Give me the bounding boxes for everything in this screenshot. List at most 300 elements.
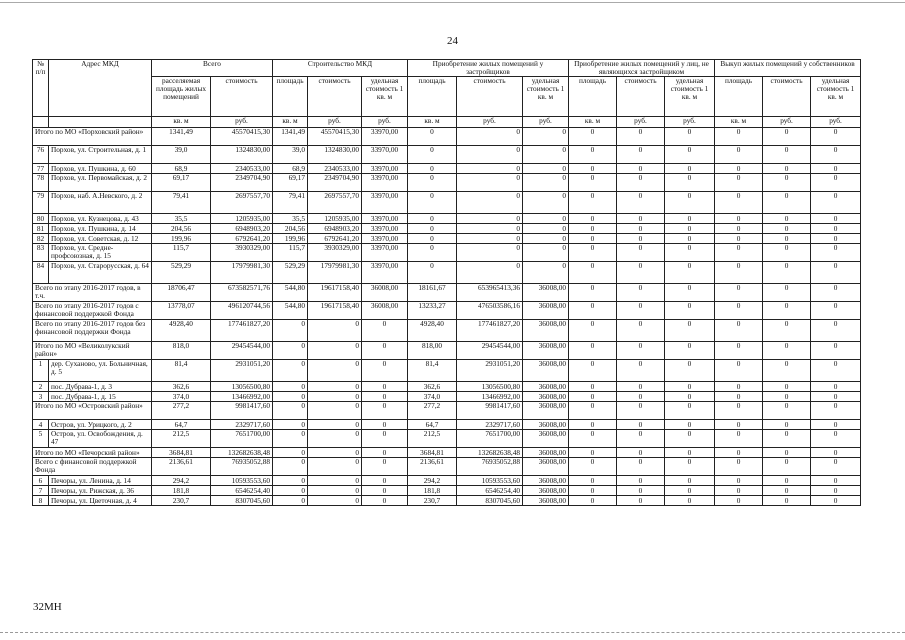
cell-value: 0	[569, 342, 617, 360]
cell-value: 0	[763, 496, 811, 506]
cell-value: 68,9	[152, 164, 211, 174]
row-number: 8	[33, 496, 49, 506]
cell-value: 19617158,40	[308, 284, 362, 302]
table-row	[33, 486, 861, 496]
cell-value: 0	[763, 458, 811, 476]
cell-value: 2697557,70	[308, 192, 362, 214]
row-number: 76	[33, 146, 49, 164]
cell-value: 0	[617, 192, 665, 214]
cell-value: 0	[273, 448, 308, 458]
cell-value: 0	[763, 360, 811, 382]
cell-value: 0	[715, 360, 763, 382]
subheader-unit-cost: удельная стоимость 1 кв. м	[362, 77, 408, 117]
summary-row	[33, 402, 861, 420]
subheader-cost: стоимость	[617, 77, 665, 117]
summary-row	[33, 320, 861, 342]
cell-value: 0	[523, 214, 569, 224]
cell-value: 0	[715, 192, 763, 214]
cell-value: 0	[715, 342, 763, 360]
cell-value: 0	[665, 284, 715, 302]
cell-value: 36008,00	[523, 420, 569, 430]
cell-value: 0	[763, 320, 811, 342]
cell-value: 29454544,00	[211, 342, 273, 360]
cell-value: 0	[457, 262, 523, 284]
cell-value: 0	[408, 234, 457, 244]
row-title: Всего по этапу 2016-2017 годов без финансовой поддержки Фонда	[33, 320, 152, 342]
cell-value: 0	[811, 174, 861, 192]
cell-value: 13778,07	[152, 302, 211, 320]
cell-value: 0	[362, 448, 408, 458]
cell-value: 0	[617, 360, 665, 382]
cell-value: 0	[811, 192, 861, 214]
cell-value: 0	[569, 458, 617, 476]
row-address: Печоры, ул. Цветочная, д. 4	[49, 496, 152, 506]
cell-value: 3684,81	[152, 448, 211, 458]
row-title: Всего по этапу 2016-2017 годов, в т.ч.	[33, 284, 152, 302]
cell-value: 0	[617, 214, 665, 224]
cell-value: 0	[308, 392, 362, 402]
cell-value: 199,96	[152, 234, 211, 244]
cell-value: 0	[408, 192, 457, 214]
cell-value: 0	[569, 360, 617, 382]
cell-value: 362,6	[152, 382, 211, 392]
cell-value: 0	[457, 214, 523, 224]
housing-table	[32, 59, 861, 506]
cell-value: 2329717,60	[211, 420, 273, 430]
row-address: дер. Суханово, ул. Больничная, д. 5	[49, 360, 152, 382]
cell-value: 0	[617, 420, 665, 430]
cell-value: 0	[308, 476, 362, 486]
cell-value: 0	[665, 320, 715, 342]
subheader-cost: стоимость	[211, 77, 273, 117]
cell-value: 36008,00	[523, 402, 569, 420]
table-row	[33, 244, 861, 262]
cell-value: 0	[362, 320, 408, 342]
cell-value: 0	[617, 486, 665, 496]
cell-value: 3684,81	[408, 448, 457, 458]
cell-value: 0	[763, 486, 811, 496]
cell-value: 0	[715, 174, 763, 192]
cell-value: 2340533,00	[211, 164, 273, 174]
cell-value: 35,5	[152, 214, 211, 224]
cell-value: 0	[408, 164, 457, 174]
cell-value: 7651700,00	[211, 430, 273, 448]
summary-row	[33, 128, 861, 146]
cell-value: 0	[457, 224, 523, 234]
cell-value: 115,7	[152, 244, 211, 262]
cell-value: 653965413,36	[457, 284, 523, 302]
cell-value: 6792641,20	[211, 234, 273, 244]
cell-value: 0	[763, 244, 811, 262]
cell-value: 36008,00	[523, 486, 569, 496]
cell-value: 36008,00	[362, 284, 408, 302]
cell-value: 0	[715, 214, 763, 224]
cell-value: 36008,00	[523, 496, 569, 506]
cell-value: 0	[308, 496, 362, 506]
cell-value: 6546254,40	[457, 486, 523, 496]
cell-value: 3930329,00	[211, 244, 273, 262]
cell-value: 6546254,40	[211, 486, 273, 496]
cell-value: 0	[523, 262, 569, 284]
cell-value: 0	[763, 224, 811, 234]
cell-value: 0	[617, 262, 665, 284]
cell-value: 18706,47	[152, 284, 211, 302]
cell-value: 8307045,60	[457, 496, 523, 506]
cell-value: 0	[665, 486, 715, 496]
cell-value: 0	[665, 420, 715, 430]
cell-value: 0	[665, 174, 715, 192]
cell-value: 0	[362, 420, 408, 430]
cell-value: 0	[811, 360, 861, 382]
table-row	[33, 430, 861, 448]
cell-value: 0	[273, 360, 308, 382]
unit-sqm: кв. м	[715, 117, 763, 128]
header-acq-nondev: Приобретение жилых помещений у лиц, не являющихся застройщиком	[569, 60, 715, 77]
subheader-area: площадь	[715, 77, 763, 117]
cell-value: 33970,00	[362, 128, 408, 146]
cell-value: 529,29	[152, 262, 211, 284]
cell-value: 9981417,60	[211, 402, 273, 420]
cell-value: 0	[523, 146, 569, 164]
cell-value: 0	[308, 320, 362, 342]
row-number: 5	[33, 430, 49, 448]
cell-value: 0	[763, 476, 811, 486]
cell-value: 36008,00	[523, 302, 569, 320]
cell-value: 0	[273, 476, 308, 486]
cell-value: 9981417,60	[457, 402, 523, 420]
cell-value: 17979981,30	[308, 262, 362, 284]
cell-value: 1324830,00	[211, 146, 273, 164]
cell-value: 0	[617, 448, 665, 458]
cell-value: 13056500,80	[211, 382, 273, 392]
cell-value: 0	[763, 420, 811, 430]
cell-value: 0	[408, 128, 457, 146]
cell-value: 0	[569, 214, 617, 224]
row-address: Порхов, ул. Средне-профсоюзная, д. 15	[49, 244, 152, 262]
cell-value: 0	[763, 146, 811, 164]
cell-value: 0	[523, 244, 569, 262]
row-number: 80	[33, 214, 49, 224]
cell-value: 2136,61	[152, 458, 211, 476]
row-title: Всего по этапу 2016-2017 годов с финансовой поддержкой Фонда	[33, 302, 152, 320]
row-address: Порхов, ул. Кузнецова, д. 43	[49, 214, 152, 224]
cell-value: 374,0	[152, 392, 211, 402]
cell-value: 0	[273, 382, 308, 392]
page-number: 24	[447, 35, 458, 47]
cell-value: 0	[811, 430, 861, 448]
table-row	[33, 360, 861, 382]
table-body	[33, 128, 861, 506]
cell-value: 2136,61	[408, 458, 457, 476]
cell-value: 0	[617, 430, 665, 448]
cell-value: 0	[617, 174, 665, 192]
cell-value: 33970,00	[362, 174, 408, 192]
cell-value: 0	[811, 164, 861, 174]
cell-value: 0	[362, 360, 408, 382]
cell-value: 0	[523, 174, 569, 192]
cell-value: 0	[617, 234, 665, 244]
cell-value: 0	[715, 458, 763, 476]
cell-value: 68,9	[273, 164, 308, 174]
cell-value: 33970,00	[362, 164, 408, 174]
row-address: пос. Дубрава-1, д. 3	[49, 382, 152, 392]
cell-value: 0	[308, 382, 362, 392]
cell-value: 0	[308, 342, 362, 360]
cell-value: 0	[273, 392, 308, 402]
cell-value: 132682638,48	[211, 448, 273, 458]
cell-value: 0	[811, 342, 861, 360]
row-number: 3	[33, 392, 49, 402]
summary-row	[33, 284, 861, 302]
cell-value: 45570415,30	[211, 128, 273, 146]
cell-value: 0	[308, 448, 362, 458]
cell-value: 0	[763, 174, 811, 192]
cell-value: 0	[665, 164, 715, 174]
cell-value: 0	[617, 128, 665, 146]
cell-value: 0	[665, 262, 715, 284]
cell-value: 0	[362, 392, 408, 402]
cell-value: 294,2	[152, 476, 211, 486]
subheader-area: площадь	[408, 77, 457, 117]
cell-value: 0	[811, 420, 861, 430]
row-address: Порхов, ул. Первомайская, д. 2	[49, 174, 152, 192]
cell-value: 13466992,00	[457, 392, 523, 402]
cell-value: 0	[273, 320, 308, 342]
cell-value: 0	[715, 476, 763, 486]
cell-value: 33970,00	[362, 262, 408, 284]
cell-value: 1341,49	[152, 128, 211, 146]
table-row	[33, 192, 861, 214]
cell-value: 0	[665, 476, 715, 486]
cell-value: 33970,00	[362, 234, 408, 244]
cell-value: 0	[811, 284, 861, 302]
cell-value: 0	[408, 224, 457, 234]
cell-value: 0	[715, 128, 763, 146]
cell-value: 0	[665, 448, 715, 458]
cell-value: 0	[569, 392, 617, 402]
header-construction: Строительство МКД	[273, 60, 408, 77]
cell-value: 2931051,20	[211, 360, 273, 382]
cell-value: 4928,40	[152, 320, 211, 342]
cell-value: 36008,00	[523, 342, 569, 360]
cell-value: 0	[408, 244, 457, 262]
cell-value: 0	[715, 402, 763, 420]
row-number: 81	[33, 224, 49, 234]
cell-value: 33970,00	[362, 244, 408, 262]
cell-value: 6948903,20	[308, 224, 362, 234]
cell-value: 0	[273, 420, 308, 430]
header-total: Всего	[152, 60, 273, 77]
row-address: Порхов, наб. А.Невского, д. 2	[49, 192, 152, 214]
cell-value: 0	[715, 496, 763, 506]
cell-value: 529,29	[273, 262, 308, 284]
cell-value: 10593553,60	[457, 476, 523, 486]
cell-value: 496120744,56	[211, 302, 273, 320]
cell-value: 0	[457, 174, 523, 192]
row-number: 4	[33, 420, 49, 430]
row-number: 82	[33, 234, 49, 244]
unit-rub: руб.	[211, 117, 273, 128]
cell-value: 0	[617, 320, 665, 342]
cell-value: 1341,49	[273, 128, 308, 146]
unit-rub: руб.	[811, 117, 861, 128]
cell-value: 64,7	[408, 420, 457, 430]
unit-empty	[49, 117, 152, 128]
cell-value: 0	[569, 448, 617, 458]
cell-value: 0	[665, 458, 715, 476]
cell-value: 0	[665, 224, 715, 234]
cell-value: 0	[408, 262, 457, 284]
cell-value: 76935052,88	[457, 458, 523, 476]
cell-value: 2329717,60	[457, 420, 523, 430]
cell-value: 0	[715, 302, 763, 320]
cell-value: 0	[763, 284, 811, 302]
subheader-cost: стоимость	[763, 77, 811, 117]
cell-value: 0	[569, 234, 617, 244]
cell-value: 36008,00	[523, 360, 569, 382]
cell-value: 0	[617, 392, 665, 402]
cell-value: 0	[715, 262, 763, 284]
table-row	[33, 262, 861, 284]
cell-value: 115,7	[273, 244, 308, 262]
cell-value: 36008,00	[523, 392, 569, 402]
cell-value: 0	[665, 192, 715, 214]
cell-value: 0	[811, 302, 861, 320]
row-address: Порхов, ул. Советская, д. 12	[49, 234, 152, 244]
subheader-unit-cost: удельная стоимость 1 кв. м	[523, 77, 569, 117]
cell-value: 0	[362, 382, 408, 392]
cell-value: 0	[362, 430, 408, 448]
cell-value: 0	[308, 458, 362, 476]
cell-value: 1205935,00	[211, 214, 273, 224]
cell-value: 181,8	[152, 486, 211, 496]
cell-value: 0	[617, 458, 665, 476]
cell-value: 0	[811, 382, 861, 392]
cell-value: 0	[665, 128, 715, 146]
table-row	[33, 164, 861, 174]
row-number: 83	[33, 244, 49, 262]
cell-value: 3930329,00	[308, 244, 362, 262]
cell-value: 0	[763, 192, 811, 214]
row-title: Всего с финансовой поддержкой Фонда	[33, 458, 152, 476]
cell-value: 0	[273, 430, 308, 448]
unit-rub: руб.	[362, 117, 408, 128]
cell-value: 177461827,20	[457, 320, 523, 342]
cell-value: 33970,00	[362, 214, 408, 224]
row-title: Итого по МО «Порховский район»	[33, 128, 152, 146]
cell-value: 0	[523, 224, 569, 234]
cell-value: 230,7	[408, 496, 457, 506]
header-buyout: Выкуп жилых помещений у собственников	[715, 60, 861, 77]
subheader-unit-cost: удельная стоимость 1 кв. м	[811, 77, 861, 117]
cell-value: 1324830,00	[308, 146, 362, 164]
cell-value: 0	[811, 224, 861, 234]
cell-value: 79,41	[273, 192, 308, 214]
unit-rub: руб.	[617, 117, 665, 128]
row-address: Порхов, ул. Строительная, д. 1	[49, 146, 152, 164]
row-address: Печоры, ул. Ленина, д. 14	[49, 476, 152, 486]
cell-value: 204,56	[273, 224, 308, 234]
cell-value: 33970,00	[362, 224, 408, 234]
cell-value: 0	[763, 342, 811, 360]
unit-rub: руб.	[665, 117, 715, 128]
cell-value: 0	[457, 234, 523, 244]
cell-value: 0	[569, 146, 617, 164]
cell-value: 10593553,60	[211, 476, 273, 486]
cell-value: 36008,00	[362, 302, 408, 320]
cell-value: 0	[811, 486, 861, 496]
cell-value: 17979981,30	[211, 262, 273, 284]
subheader-area: площадь	[569, 77, 617, 117]
cell-value: 2697557,70	[211, 192, 273, 214]
cell-value: 0	[308, 420, 362, 430]
cell-value: 0	[811, 392, 861, 402]
cell-value: 2349704,90	[308, 174, 362, 192]
row-number: 2	[33, 382, 49, 392]
cell-value: 6948903,20	[211, 224, 273, 234]
cell-value: 0	[715, 146, 763, 164]
cell-value: 0	[569, 302, 617, 320]
cell-value: 4928,40	[408, 320, 457, 342]
cell-value: 33970,00	[362, 192, 408, 214]
cell-value: 0	[715, 224, 763, 234]
cell-value: 0	[569, 402, 617, 420]
row-address: Порхов, ул. Пушкина, д. 60	[49, 164, 152, 174]
cell-value: 0	[569, 420, 617, 430]
cell-value: 294,2	[408, 476, 457, 486]
table-row	[33, 496, 861, 506]
cell-value: 13233,27	[408, 302, 457, 320]
row-number: 7	[33, 486, 49, 496]
unit-sqm: кв. м	[408, 117, 457, 128]
cell-value: 0	[811, 320, 861, 342]
cell-value: 0	[569, 496, 617, 506]
row-address: Остров, ул. Урицкого, д. 2	[49, 420, 152, 430]
cell-value: 19617158,40	[308, 302, 362, 320]
cell-value: 0	[811, 402, 861, 420]
top-rule	[0, 2, 905, 3]
cell-value: 0	[715, 320, 763, 342]
cell-value: 544,80	[273, 284, 308, 302]
subheader-unit-cost: удельная стоимость 1 кв. м	[665, 77, 715, 117]
cell-value: 0	[811, 262, 861, 284]
cell-value: 0	[308, 402, 362, 420]
cell-value: 0	[811, 448, 861, 458]
cell-value: 0	[665, 382, 715, 392]
cell-value: 0	[617, 302, 665, 320]
cell-value: 29454544,00	[457, 342, 523, 360]
cell-value: 36008,00	[523, 448, 569, 458]
cell-value: 0	[763, 430, 811, 448]
cell-value: 2349704,90	[211, 174, 273, 192]
cell-value: 0	[569, 320, 617, 342]
unit-sqm: кв. м	[152, 117, 211, 128]
cell-value: 0	[811, 214, 861, 224]
summary-row	[33, 342, 861, 360]
cell-value: 0	[715, 164, 763, 174]
cell-value: 81,4	[408, 360, 457, 382]
cell-value: 36008,00	[523, 284, 569, 302]
cell-value: 0	[569, 382, 617, 392]
table-row	[33, 174, 861, 192]
header-address: Адрес МКД	[49, 60, 152, 117]
cell-value: 0	[308, 486, 362, 496]
cell-value: 0	[569, 486, 617, 496]
cell-value: 79,41	[152, 192, 211, 214]
footer-code: 32МН	[33, 601, 62, 613]
summary-row	[33, 458, 861, 476]
row-number: 77	[33, 164, 49, 174]
